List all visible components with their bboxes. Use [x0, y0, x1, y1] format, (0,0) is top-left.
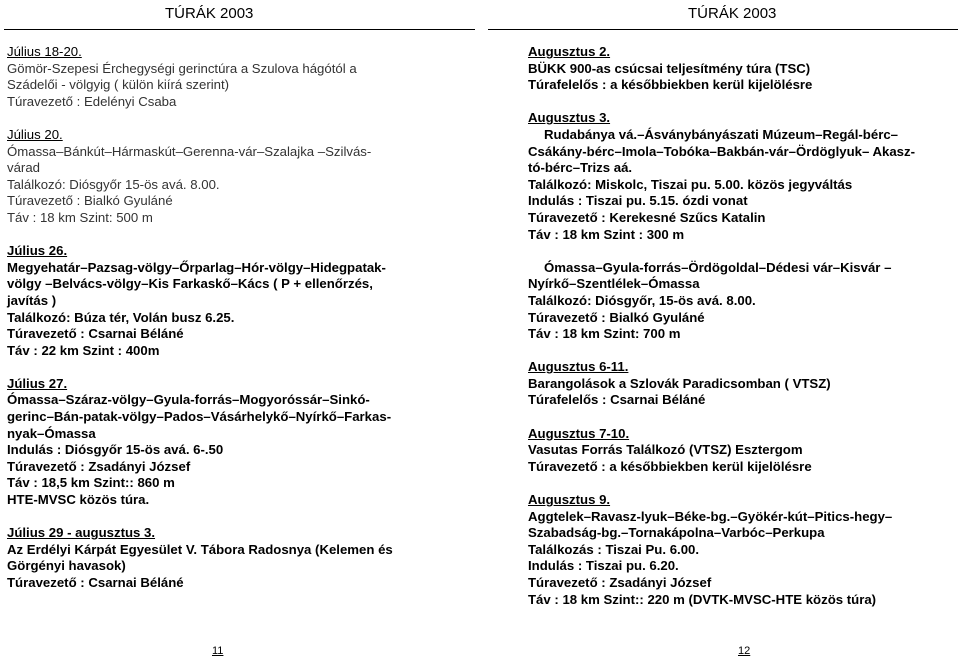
tour-detail-line: völgy –Belvács-völgy–Kis Farkaskő–Kács ( P + ellenőrzés, [7, 276, 373, 292]
page-header: TÚRÁK 2003 [688, 5, 777, 22]
tour-detail-line: Túravezető : Csarnai Béláné [7, 326, 184, 342]
header-rule [4, 29, 475, 30]
entry-spacer [7, 359, 472, 376]
page-number: 12 [738, 645, 751, 657]
tour-list [7, 44, 472, 592]
tour-detail-line: Görgényi havasok) [7, 558, 126, 574]
entry-spacer [528, 475, 956, 492]
tour-detail-line: várad [7, 160, 40, 176]
tour-detail-line: Nyírkő–Szentlélek–Ómassa [528, 276, 700, 292]
tour-detail-line: Táv : 18 km Szint:: 220 m (DVTK-MVSC-HTE közös túra) [528, 591, 877, 607]
tour-entry [7, 127, 472, 227]
tour-detail-line: Túrafelelős : Csarnai Béláné [528, 392, 706, 408]
entry-spacer [7, 509, 472, 526]
tour-detail-line: Találkozó: Diósgyőr 15-ös avá. 8.00. [7, 176, 220, 192]
tour-date: Július 26. [7, 243, 68, 259]
tour-detail-line: Találkozó: Búza tér, Volán busz 6.25. [7, 309, 235, 325]
entry-spacer [528, 343, 956, 360]
tour-date: Augusztus 3. [528, 110, 611, 126]
page-number: 11 [212, 645, 224, 657]
tour-detail-line: Az Erdélyi Kárpát Egyesület V. Tábora Radosnya (Kelemen és [7, 541, 393, 557]
tour-date: Július 18-20. [7, 44, 82, 59]
tour-detail-line: Túrafelelős : a későbbiekben kerül kijelölésre [528, 77, 813, 93]
tour-detail-line: Túravezető : Bialkó Gyuláné [7, 193, 173, 209]
tour-date: Július 29 - augusztus 3. [7, 525, 156, 541]
tour-detail-line: Táv : 18 km Szint: 700 m [528, 326, 681, 342]
tour-detail-line: Barangolások a Szlovák Paradicsomban ( VTSZ) [528, 375, 831, 391]
tour-date: Július 20. [7, 126, 63, 142]
entry-spacer [528, 409, 956, 426]
tour-entry [528, 426, 956, 476]
tour-detail-line: Táv : 18 km Szint : 300 m [528, 226, 685, 242]
tour-detail-line: Indulás : Tiszai pu. 6.20. [528, 558, 679, 574]
tour-list [528, 44, 956, 608]
entry-spacer [528, 94, 956, 111]
page-header: TÚRÁK 2003 [165, 5, 254, 22]
tour-detail-line [528, 243, 956, 260]
tour-detail-line: Aggtelek–Ravasz-lyuk–Béke-bg.–Gyökér-kút–Pitics-hegy– [528, 508, 893, 524]
tour-detail-line: Ómassa–Gyula-forrás–Ördögoldal–Dédesi vár–Kisvár – [544, 259, 892, 275]
tour-entry [7, 376, 472, 509]
tour-detail-line: gerinc–Bán-patak-völgy–Pados–Vásárhelykő–Nyírkő–Farkas- [7, 409, 392, 425]
right-page [486, 0, 960, 659]
tour-detail-line: Indulás : Tiszai pu. 5.15. ózdi vonat [528, 193, 748, 209]
tour-detail-line: Csákány-bérc–Imola–Tobóka–Bakbán-vár–Ördöglyuk– Akasz- [528, 143, 915, 159]
tour-entry [528, 44, 956, 94]
tour-detail-line: Túravezető : Csarnai Béláné [7, 575, 184, 590]
tour-detail-line: Túravezető : Edelényi Csaba [7, 93, 177, 109]
tour-detail-line: Indulás : Diósgyőr 15-ös avá. 6-.50 [7, 442, 224, 458]
tour-detail-line: Táv : 18 km Szint: 500 m [7, 209, 153, 225]
tour-detail-line: Túravezető : Kerekesné Szűcs Katalin [528, 209, 766, 225]
tour-detail-line: Szádelői - völgyig ( külön kiírá szerint) [7, 77, 230, 93]
tour-detail-line: Találkozó: Diósgyőr, 15-ös avá. 8.00. [528, 292, 756, 308]
tour-detail-line: Túravezető : Zsadányi József [528, 575, 712, 590]
tour-detail-line: Ómassa–Száraz-völgy–Gyula-forrás–Mogyoróssár–Sinkó- [7, 392, 370, 408]
tour-detail-line: Ómassa–Bánkút–Hármaskút–Gerenna-vár–Szalajka –Szilvás- [7, 143, 372, 159]
tour-detail-line: Rudabánya vá.–Ásványbányászati Múzeum–Regál-bérc– [544, 126, 899, 142]
tour-entry [7, 525, 472, 591]
tour-detail-line: Táv : 22 km Szint : 400m [7, 342, 160, 358]
tour-detail-line: tó-bérc–Trizs aá. [528, 160, 633, 176]
tour-detail-line: Megyehatár–Pazsag-völgy–Őrparlag–Hór-völgy–Hidegpatak- [7, 259, 386, 275]
tour-date: Augusztus 9. [528, 492, 611, 508]
tour-date: Augusztus 2. [528, 44, 611, 59]
tour-detail-line: Túravezető : a későbbiekben kerül kijelölésre [528, 458, 812, 474]
tour-entry [528, 110, 956, 342]
entry-spacer [7, 110, 472, 127]
tour-entry [528, 359, 956, 409]
tour-entry [7, 243, 472, 359]
tour-detail-line: nyak–Ómassa [7, 425, 96, 441]
tour-date: Augusztus 6-11. [528, 359, 629, 375]
tour-detail-line: Túravezető : Bialkó Gyuláné [528, 309, 705, 325]
tour-entry [7, 44, 472, 110]
header-rule [488, 29, 958, 30]
tour-date: Július 27. [7, 375, 68, 391]
tour-detail-line: BÜKK 900-as csúcsai teljesítmény túra (TSC) [528, 60, 811, 76]
tour-detail-line: Gömör-Szepesi Érchegységi gerinctúra a Szulova hágótól a [7, 60, 357, 76]
tour-detail-line: javítás ) [7, 292, 57, 308]
tour-entry [528, 492, 956, 608]
tour-detail-line: Vasutas Forrás Találkozó (VTSZ) Esztergom [528, 442, 803, 458]
tour-detail-line: Szabadság-bg.–Tornakápolna–Varbóc–Perkupa [528, 525, 825, 541]
tour-detail-line: Táv : 18,5 km Szint:: 860 m [7, 475, 175, 491]
tour-date: Augusztus 7-10. [528, 425, 630, 441]
entry-spacer [7, 227, 472, 244]
tour-detail-line: HTE-MVSC közös túra. [7, 492, 150, 508]
tour-detail-line: Találkozó: Miskolc, Tiszai pu. 5.00. közös jegyváltás [528, 176, 853, 192]
tour-detail-line: Találkozás : Tiszai Pu. 6.00. [528, 541, 700, 557]
tour-detail-line: Túravezető : Zsadányi József [7, 458, 191, 474]
